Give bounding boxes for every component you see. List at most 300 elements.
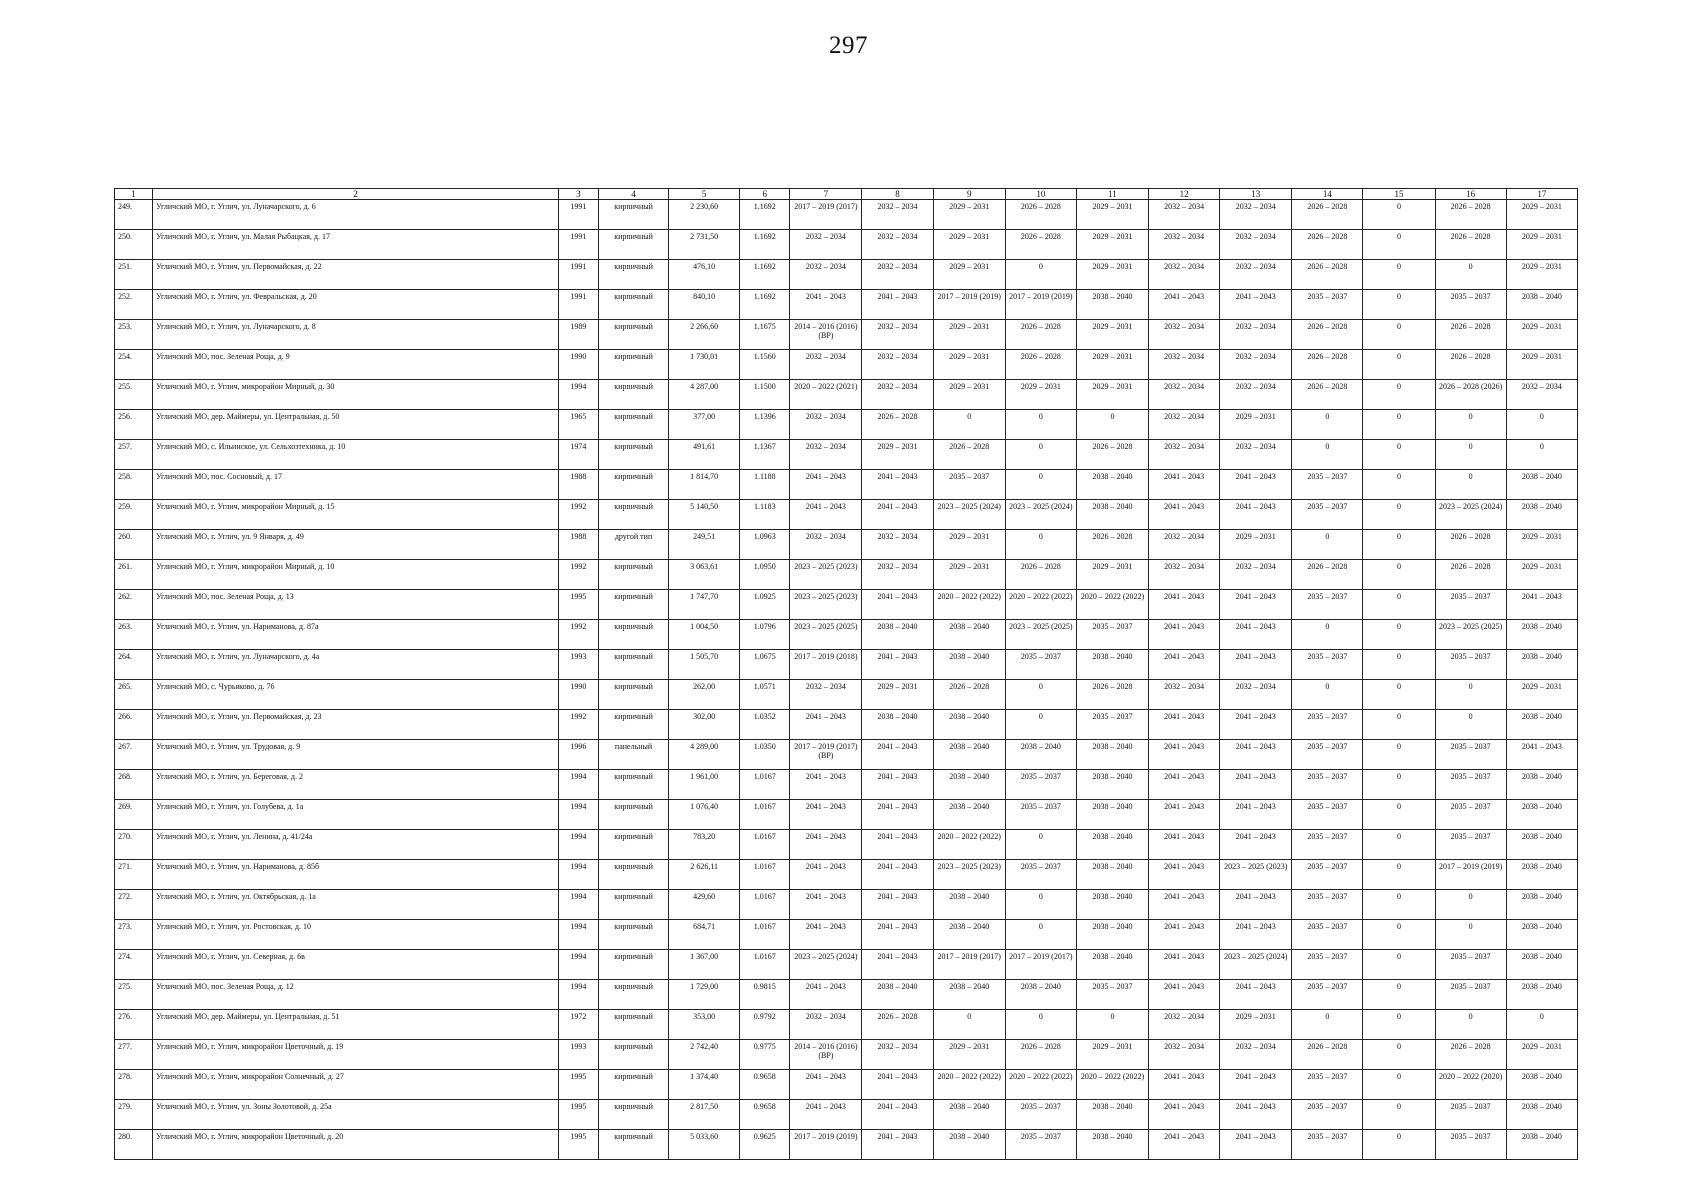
cell-area: 1 374,40: [669, 1070, 740, 1100]
cell-period-13: 2041 – 2043: [1220, 650, 1292, 680]
cell-period-13: 2032 – 2034: [1220, 350, 1292, 380]
cell-period-14: 0: [1292, 620, 1363, 650]
cell-address: Угличский МО, г. Углич, ул. Северная, д. 6в: [153, 950, 559, 980]
cell-period-17: 2029 – 2031: [1506, 260, 1577, 290]
cell-address: Угличский МО, г. Углич, ул. Береговая, д. 2: [153, 770, 559, 800]
cell-row-number: 258.: [115, 470, 153, 500]
cell-coefficient: 1.0925: [740, 590, 790, 620]
cell-coefficient: 0.9815: [740, 980, 790, 1010]
cell-period-13: 2041 – 2043: [1220, 980, 1292, 1010]
cell-period-9: 2023 – 2025 (2023): [933, 860, 1005, 890]
cell-wall-material: кирпичный: [598, 1070, 668, 1100]
cell-period-10: 0: [1005, 410, 1076, 440]
cell-period-10: 2017 – 2019 (2017): [1005, 950, 1076, 980]
cell-period-14: 0: [1292, 440, 1363, 470]
cell-wall-material: кирпичный: [598, 860, 668, 890]
cell-address: Угличский МО, г. Углич, ул. Октябрьская, д. 1а: [153, 890, 559, 920]
cell-period-7: 2032 – 2034: [790, 530, 862, 560]
cell-period-9: 2029 – 2031: [933, 230, 1005, 260]
cell-period-12: 2041 – 2043: [1149, 740, 1220, 770]
cell-period-9: 2026 – 2028: [933, 680, 1005, 710]
cell-row-number: 253.: [115, 320, 153, 350]
cell-period-15: 0: [1363, 590, 1435, 620]
cell-period-12: 2041 – 2043: [1149, 860, 1220, 890]
cell-period-16: 2017 – 2019 (2019): [1435, 860, 1506, 890]
cell-period-15: 0: [1363, 1070, 1435, 1100]
cell-period-15: 0: [1363, 800, 1435, 830]
cell-year-built: 1989: [558, 320, 598, 350]
cell-period-10: 2026 – 2028: [1005, 350, 1076, 380]
cell-period-12: 2032 – 2034: [1149, 230, 1220, 260]
table-row: [115, 770, 1578, 800]
cell-coefficient: 0.9658: [740, 1070, 790, 1100]
cell-period-13: 2041 – 2043: [1220, 710, 1292, 740]
cell-area: 1 730,01: [669, 350, 740, 380]
cell-period-7: 2041 – 2043: [790, 770, 862, 800]
cell-period-11: 2029 – 2031: [1076, 350, 1148, 380]
cell-period-10: 2020 – 2022 (2022): [1005, 1070, 1076, 1100]
cell-address: Угличский МО, г. Углич, микрорайон Цветочный, д. 19: [153, 1040, 559, 1070]
cell-area: 249,51: [669, 530, 740, 560]
cell-address: Угличский МО, пос. Сосновый, д. 17: [153, 470, 559, 500]
cell-period-14: 2026 – 2028: [1292, 380, 1363, 410]
cell-period-12: 2032 – 2034: [1149, 410, 1220, 440]
cell-year-built: 1994: [558, 830, 598, 860]
cell-period-12: 2032 – 2034: [1149, 1010, 1220, 1040]
cell-row-number: 269.: [115, 800, 153, 830]
cell-area: 429,60: [669, 890, 740, 920]
table-row: [115, 800, 1578, 830]
cell-period-8: 2029 – 2031: [862, 440, 933, 470]
cell-period-11: 2038 – 2040: [1076, 1100, 1148, 1130]
housing-schedule-table: [114, 188, 1578, 1160]
cell-row-number: 276.: [115, 1010, 153, 1040]
cell-period-14: 2035 – 2037: [1292, 290, 1363, 320]
cell-period-12: 2032 – 2034: [1149, 560, 1220, 590]
cell-period-12: 2041 – 2043: [1149, 1130, 1220, 1160]
cell-period-8: 2032 – 2034: [862, 350, 933, 380]
cell-period-13: 2041 – 2043: [1220, 500, 1292, 530]
cell-period-13: 2029 – 2031: [1220, 410, 1292, 440]
cell-address: Угличский МО, г. Углич, ул. Малая Рыбацкая, д. 17: [153, 230, 559, 260]
cell-row-number: 279.: [115, 1100, 153, 1130]
cell-period-10: 2023 – 2025 (2024): [1005, 500, 1076, 530]
cell-row-number: 264.: [115, 650, 153, 680]
cell-coefficient: 1.0167: [740, 890, 790, 920]
cell-row-number: 263.: [115, 620, 153, 650]
cell-period-15: 0: [1363, 230, 1435, 260]
cell-period-17: 2038 – 2040: [1506, 860, 1577, 890]
cell-period-14: 2026 – 2028: [1292, 350, 1363, 380]
cell-period-11: 2038 – 2040: [1076, 470, 1148, 500]
cell-row-number: 257.: [115, 440, 153, 470]
cell-period-14: 2026 – 2028: [1292, 1040, 1363, 1070]
column-header-2: 2: [153, 189, 559, 200]
cell-period-17: 0: [1506, 410, 1577, 440]
cell-year-built: 1995: [558, 1100, 598, 1130]
column-header-10: 10: [1005, 189, 1076, 200]
cell-area: 3 063,61: [669, 560, 740, 590]
cell-year-built: 1993: [558, 1040, 598, 1070]
cell-period-10: 0: [1005, 1010, 1076, 1040]
cell-wall-material: кирпичный: [598, 620, 668, 650]
cell-period-7: 2023 – 2025 (2025): [790, 620, 862, 650]
cell-period-11: 0: [1076, 1010, 1148, 1040]
cell-period-12: 2041 – 2043: [1149, 650, 1220, 680]
cell-area: 2 626,11: [669, 860, 740, 890]
cell-period-15: 0: [1363, 710, 1435, 740]
page-number: 297: [829, 32, 868, 59]
cell-period-15: 0: [1363, 740, 1435, 770]
cell-period-17: 2029 – 2031: [1506, 350, 1577, 380]
cell-wall-material: кирпичный: [598, 560, 668, 590]
cell-period-10: 2026 – 2028: [1005, 320, 1076, 350]
cell-period-15: 0: [1363, 260, 1435, 290]
cell-period-15: 0: [1363, 500, 1435, 530]
cell-period-11: 2038 – 2040: [1076, 920, 1148, 950]
cell-period-14: 2035 – 2037: [1292, 650, 1363, 680]
cell-wall-material: кирпичный: [598, 470, 668, 500]
cell-period-17: 2038 – 2040: [1506, 650, 1577, 680]
cell-year-built: 1994: [558, 800, 598, 830]
cell-row-number: 277.: [115, 1040, 153, 1070]
cell-period-14: 2035 – 2037: [1292, 590, 1363, 620]
cell-row-number: 265.: [115, 680, 153, 710]
cell-row-number: 267.: [115, 740, 153, 770]
cell-period-9: 2035 – 2037: [933, 470, 1005, 500]
cell-period-16: 2035 – 2037: [1435, 650, 1506, 680]
cell-period-8: 2032 – 2034: [862, 260, 933, 290]
cell-period-10: 2026 – 2028: [1005, 200, 1076, 230]
cell-period-17: 2038 – 2040: [1506, 500, 1577, 530]
cell-wall-material: кирпичный: [598, 500, 668, 530]
table-row: [115, 200, 1578, 230]
cell-row-number: 274.: [115, 950, 153, 980]
cell-row-number: 280.: [115, 1130, 153, 1160]
cell-wall-material: кирпичный: [598, 920, 668, 950]
table-row: [115, 1010, 1578, 1040]
table-row: [115, 1100, 1578, 1130]
cell-period-12: 2041 – 2043: [1149, 800, 1220, 830]
cell-period-7: 2017 – 2019 (2018): [790, 650, 862, 680]
cell-address: Угличский МО, г. Углич, ул. Ленина, д. 41/24а: [153, 830, 559, 860]
cell-period-16: 2035 – 2037: [1435, 980, 1506, 1010]
cell-wall-material: кирпичный: [598, 320, 668, 350]
cell-period-10: 0: [1005, 260, 1076, 290]
cell-period-8: 2032 – 2034: [862, 200, 933, 230]
cell-address: Угличский МО, г. Углич, ул. Голубева, д. 1а: [153, 800, 559, 830]
cell-period-15: 0: [1363, 530, 1435, 560]
cell-period-16: 2035 – 2037: [1435, 950, 1506, 980]
cell-period-8: 2041 – 2043: [862, 830, 933, 860]
cell-period-12: 2041 – 2043: [1149, 620, 1220, 650]
cell-address: Угличский МО, с. Ильинское, ул. Сельхозтехника, д. 10: [153, 440, 559, 470]
cell-year-built: 1992: [558, 710, 598, 740]
cell-period-17: 2038 – 2040: [1506, 1130, 1577, 1160]
table-row: [115, 1130, 1578, 1160]
cell-coefficient: 1.1500: [740, 380, 790, 410]
cell-period-12: 2041 – 2043: [1149, 470, 1220, 500]
cell-coefficient: 0.9775: [740, 1040, 790, 1070]
cell-area: 4 289,00: [669, 740, 740, 770]
cell-period-14: 2035 – 2037: [1292, 710, 1363, 740]
cell-area: 1 004,50: [669, 620, 740, 650]
column-header-11: 11: [1076, 189, 1148, 200]
cell-wall-material: кирпичный: [598, 1010, 668, 1040]
table-row: [115, 980, 1578, 1010]
cell-period-10: 2035 – 2037: [1005, 650, 1076, 680]
cell-period-7: 2032 – 2034: [790, 680, 862, 710]
cell-period-13: 2032 – 2034: [1220, 200, 1292, 230]
cell-year-built: 1991: [558, 290, 598, 320]
column-header-1: 1: [115, 189, 153, 200]
cell-period-12: 2041 – 2043: [1149, 890, 1220, 920]
cell-coefficient: 0.9625: [740, 1130, 790, 1160]
cell-coefficient: 1.1692: [740, 200, 790, 230]
cell-period-10: 2020 – 2022 (2022): [1005, 590, 1076, 620]
cell-year-built: 1994: [558, 860, 598, 890]
housing-schedule-table-wrapper: [114, 188, 1578, 1160]
cell-period-10: 2026 – 2028: [1005, 1040, 1076, 1070]
cell-period-15: 0: [1363, 350, 1435, 380]
cell-period-11: 0: [1076, 410, 1148, 440]
cell-period-17: 2038 – 2040: [1506, 1100, 1577, 1130]
cell-period-14: 2026 – 2028: [1292, 560, 1363, 590]
column-header-15: 15: [1363, 189, 1435, 200]
cell-period-16: 2026 – 2028: [1435, 560, 1506, 590]
cell-coefficient: 1.1692: [740, 290, 790, 320]
cell-period-16: 2026 – 2028: [1435, 230, 1506, 260]
column-header-8: 8: [862, 189, 933, 200]
cell-coefficient: 1.0167: [740, 860, 790, 890]
table-row: [115, 260, 1578, 290]
table-row: [115, 500, 1578, 530]
table-row: [115, 890, 1578, 920]
table-row: [115, 350, 1578, 380]
cell-period-15: 0: [1363, 620, 1435, 650]
cell-row-number: 256.: [115, 410, 153, 440]
cell-period-16: 0: [1435, 470, 1506, 500]
cell-period-12: 2032 – 2034: [1149, 260, 1220, 290]
cell-wall-material: кирпичный: [598, 290, 668, 320]
cell-period-17: 2032 – 2034: [1506, 380, 1577, 410]
cell-period-14: 2035 – 2037: [1292, 920, 1363, 950]
cell-period-7: 2041 – 2043: [790, 860, 862, 890]
cell-period-10: 2026 – 2028: [1005, 230, 1076, 260]
cell-period-10: 2035 – 2037: [1005, 770, 1076, 800]
cell-area: 2 742,40: [669, 1040, 740, 1070]
cell-period-13: 2041 – 2043: [1220, 290, 1292, 320]
cell-period-9: 2029 – 2031: [933, 530, 1005, 560]
cell-period-13: 2032 – 2034: [1220, 680, 1292, 710]
cell-period-9: 2038 – 2040: [933, 1100, 1005, 1130]
cell-period-14: 2035 – 2037: [1292, 980, 1363, 1010]
cell-period-7: 2023 – 2025 (2023): [790, 590, 862, 620]
cell-period-13: 2041 – 2043: [1220, 620, 1292, 650]
cell-period-13: 2023 – 2025 (2023): [1220, 860, 1292, 890]
cell-period-8: 2041 – 2043: [862, 1130, 933, 1160]
cell-period-7: 2014 – 2016 (2016) (ВР): [790, 320, 862, 350]
cell-period-12: 2041 – 2043: [1149, 950, 1220, 980]
cell-year-built: 1994: [558, 770, 598, 800]
cell-period-10: 2029 – 2031: [1005, 380, 1076, 410]
cell-address: Угличский МО, с. Чурьяково, д. 76: [153, 680, 559, 710]
cell-period-7: 2020 – 2022 (2021): [790, 380, 862, 410]
cell-period-9: 2038 – 2040: [933, 710, 1005, 740]
cell-period-10: 2038 – 2040: [1005, 980, 1076, 1010]
cell-period-7: 2032 – 2034: [790, 440, 862, 470]
cell-wall-material: кирпичный: [598, 350, 668, 380]
cell-period-10: 0: [1005, 710, 1076, 740]
cell-area: 377,00: [669, 410, 740, 440]
cell-period-16: 2035 – 2037: [1435, 830, 1506, 860]
cell-year-built: 1990: [558, 350, 598, 380]
cell-address: Угличский МО, г. Углич, ул. Нариманова, д. 87а: [153, 620, 559, 650]
cell-period-14: 2026 – 2028: [1292, 320, 1363, 350]
cell-address: Угличский МО, г. Углич, микрорайон Цветочный, д. 20: [153, 1130, 559, 1160]
cell-period-11: 2035 – 2037: [1076, 620, 1148, 650]
cell-period-9: 2020 – 2022 (2022): [933, 1070, 1005, 1100]
cell-period-16: 2026 – 2028: [1435, 200, 1506, 230]
cell-period-17: 2038 – 2040: [1506, 770, 1577, 800]
cell-period-10: 2035 – 2037: [1005, 860, 1076, 890]
cell-area: 476,10: [669, 260, 740, 290]
cell-year-built: 1991: [558, 260, 598, 290]
cell-period-15: 0: [1363, 1100, 1435, 1130]
cell-period-10: 0: [1005, 920, 1076, 950]
cell-period-10: 2038 – 2040: [1005, 740, 1076, 770]
cell-period-8: 2041 – 2043: [862, 290, 933, 320]
cell-period-11: 2035 – 2037: [1076, 710, 1148, 740]
cell-period-17: 2029 – 2031: [1506, 560, 1577, 590]
cell-period-13: 2029 – 2031: [1220, 530, 1292, 560]
cell-period-15: 0: [1363, 830, 1435, 860]
cell-period-17: 2029 – 2031: [1506, 200, 1577, 230]
cell-wall-material: кирпичный: [598, 440, 668, 470]
cell-period-12: 2032 – 2034: [1149, 200, 1220, 230]
cell-period-8: 2041 – 2043: [862, 500, 933, 530]
cell-period-11: 2029 – 2031: [1076, 1040, 1148, 1070]
cell-area: 783,20: [669, 830, 740, 860]
cell-period-16: 2026 – 2028: [1435, 350, 1506, 380]
cell-year-built: 1990: [558, 680, 598, 710]
cell-period-13: 2041 – 2043: [1220, 830, 1292, 860]
cell-period-16: 2026 – 2028: [1435, 320, 1506, 350]
cell-period-16: 2035 – 2037: [1435, 290, 1506, 320]
cell-period-7: 2041 – 2043: [790, 980, 862, 1010]
cell-coefficient: 0.9792: [740, 1010, 790, 1040]
cell-period-12: 2041 – 2043: [1149, 980, 1220, 1010]
cell-period-8: 2032 – 2034: [862, 380, 933, 410]
cell-area: 840,10: [669, 290, 740, 320]
cell-address: Угличский МО, г. Углич, ул. 9 Января, д. 49: [153, 530, 559, 560]
cell-period-16: 2035 – 2037: [1435, 1130, 1506, 1160]
cell-row-number: 259.: [115, 500, 153, 530]
cell-period-17: 0: [1506, 1010, 1577, 1040]
cell-period-8: 2026 – 2028: [862, 410, 933, 440]
cell-period-9: 2023 – 2025 (2024): [933, 500, 1005, 530]
cell-area: 5 033,60: [669, 1130, 740, 1160]
cell-period-13: 2041 – 2043: [1220, 470, 1292, 500]
cell-period-13: 2032 – 2034: [1220, 1040, 1292, 1070]
cell-row-number: 251.: [115, 260, 153, 290]
cell-period-9: 2038 – 2040: [933, 890, 1005, 920]
cell-wall-material: кирпичный: [598, 380, 668, 410]
cell-period-12: 2041 – 2043: [1149, 290, 1220, 320]
cell-period-8: 2041 – 2043: [862, 800, 933, 830]
cell-period-15: 0: [1363, 1010, 1435, 1040]
cell-wall-material: кирпичный: [598, 830, 668, 860]
cell-period-13: 2041 – 2043: [1220, 770, 1292, 800]
table-row: [115, 650, 1578, 680]
cell-period-11: 2038 – 2040: [1076, 800, 1148, 830]
cell-period-11: 2029 – 2031: [1076, 560, 1148, 590]
cell-period-14: 2035 – 2037: [1292, 860, 1363, 890]
cell-wall-material: кирпичный: [598, 1040, 668, 1070]
cell-period-9: 0: [933, 410, 1005, 440]
cell-period-7: 2041 – 2043: [790, 920, 862, 950]
cell-period-10: 0: [1005, 680, 1076, 710]
column-header-6: 6: [740, 189, 790, 200]
column-number-row: [115, 189, 1578, 200]
cell-address: Угличский МО, г. Углич, микрорайон Солнечный, д. 27: [153, 1070, 559, 1100]
cell-period-11: 2038 – 2040: [1076, 650, 1148, 680]
cell-period-15: 0: [1363, 1130, 1435, 1160]
cell-period-12: 2032 – 2034: [1149, 1040, 1220, 1070]
table-row: [115, 830, 1578, 860]
cell-period-16: 0: [1435, 410, 1506, 440]
cell-period-11: 2038 – 2040: [1076, 740, 1148, 770]
cell-period-9: 2029 – 2031: [933, 350, 1005, 380]
cell-period-12: 2041 – 2043: [1149, 770, 1220, 800]
cell-period-13: 2023 – 2025 (2024): [1220, 950, 1292, 980]
cell-period-13: 2041 – 2043: [1220, 920, 1292, 950]
cell-period-15: 0: [1363, 410, 1435, 440]
cell-period-14: 2035 – 2037: [1292, 800, 1363, 830]
cell-period-9: 2029 – 2031: [933, 380, 1005, 410]
cell-year-built: 1988: [558, 530, 598, 560]
cell-period-17: 2041 – 2043: [1506, 590, 1577, 620]
cell-coefficient: 1.1692: [740, 260, 790, 290]
cell-year-built: 1995: [558, 1070, 598, 1100]
cell-period-9: 2029 – 2031: [933, 260, 1005, 290]
cell-period-13: 2029 – 2031: [1220, 1010, 1292, 1040]
cell-period-9: 2029 – 2031: [933, 200, 1005, 230]
cell-period-9: 2029 – 2031: [933, 320, 1005, 350]
cell-period-17: 2038 – 2040: [1506, 620, 1577, 650]
cell-period-11: 2026 – 2028: [1076, 530, 1148, 560]
cell-year-built: 1992: [558, 560, 598, 590]
cell-address: Угличский МО, г. Углич, ул. Луначарского, д. 8: [153, 320, 559, 350]
cell-wall-material: панельный: [598, 740, 668, 770]
cell-wall-material: кирпичный: [598, 1130, 668, 1160]
cell-row-number: 275.: [115, 980, 153, 1010]
cell-row-number: 273.: [115, 920, 153, 950]
cell-period-7: 2041 – 2043: [790, 890, 862, 920]
cell-period-11: 2038 – 2040: [1076, 290, 1148, 320]
cell-period-7: 2041 – 2043: [790, 290, 862, 320]
cell-period-17: 2038 – 2040: [1506, 470, 1577, 500]
cell-period-13: 2041 – 2043: [1220, 1130, 1292, 1160]
cell-period-11: 2029 – 2031: [1076, 230, 1148, 260]
cell-year-built: 1994: [558, 890, 598, 920]
cell-period-10: 2026 – 2028: [1005, 560, 1076, 590]
cell-period-11: 2026 – 2028: [1076, 440, 1148, 470]
cell-period-9: 2038 – 2040: [933, 770, 1005, 800]
cell-period-15: 0: [1363, 860, 1435, 890]
cell-period-17: 2038 – 2040: [1506, 290, 1577, 320]
cell-period-11: 2038 – 2040: [1076, 950, 1148, 980]
